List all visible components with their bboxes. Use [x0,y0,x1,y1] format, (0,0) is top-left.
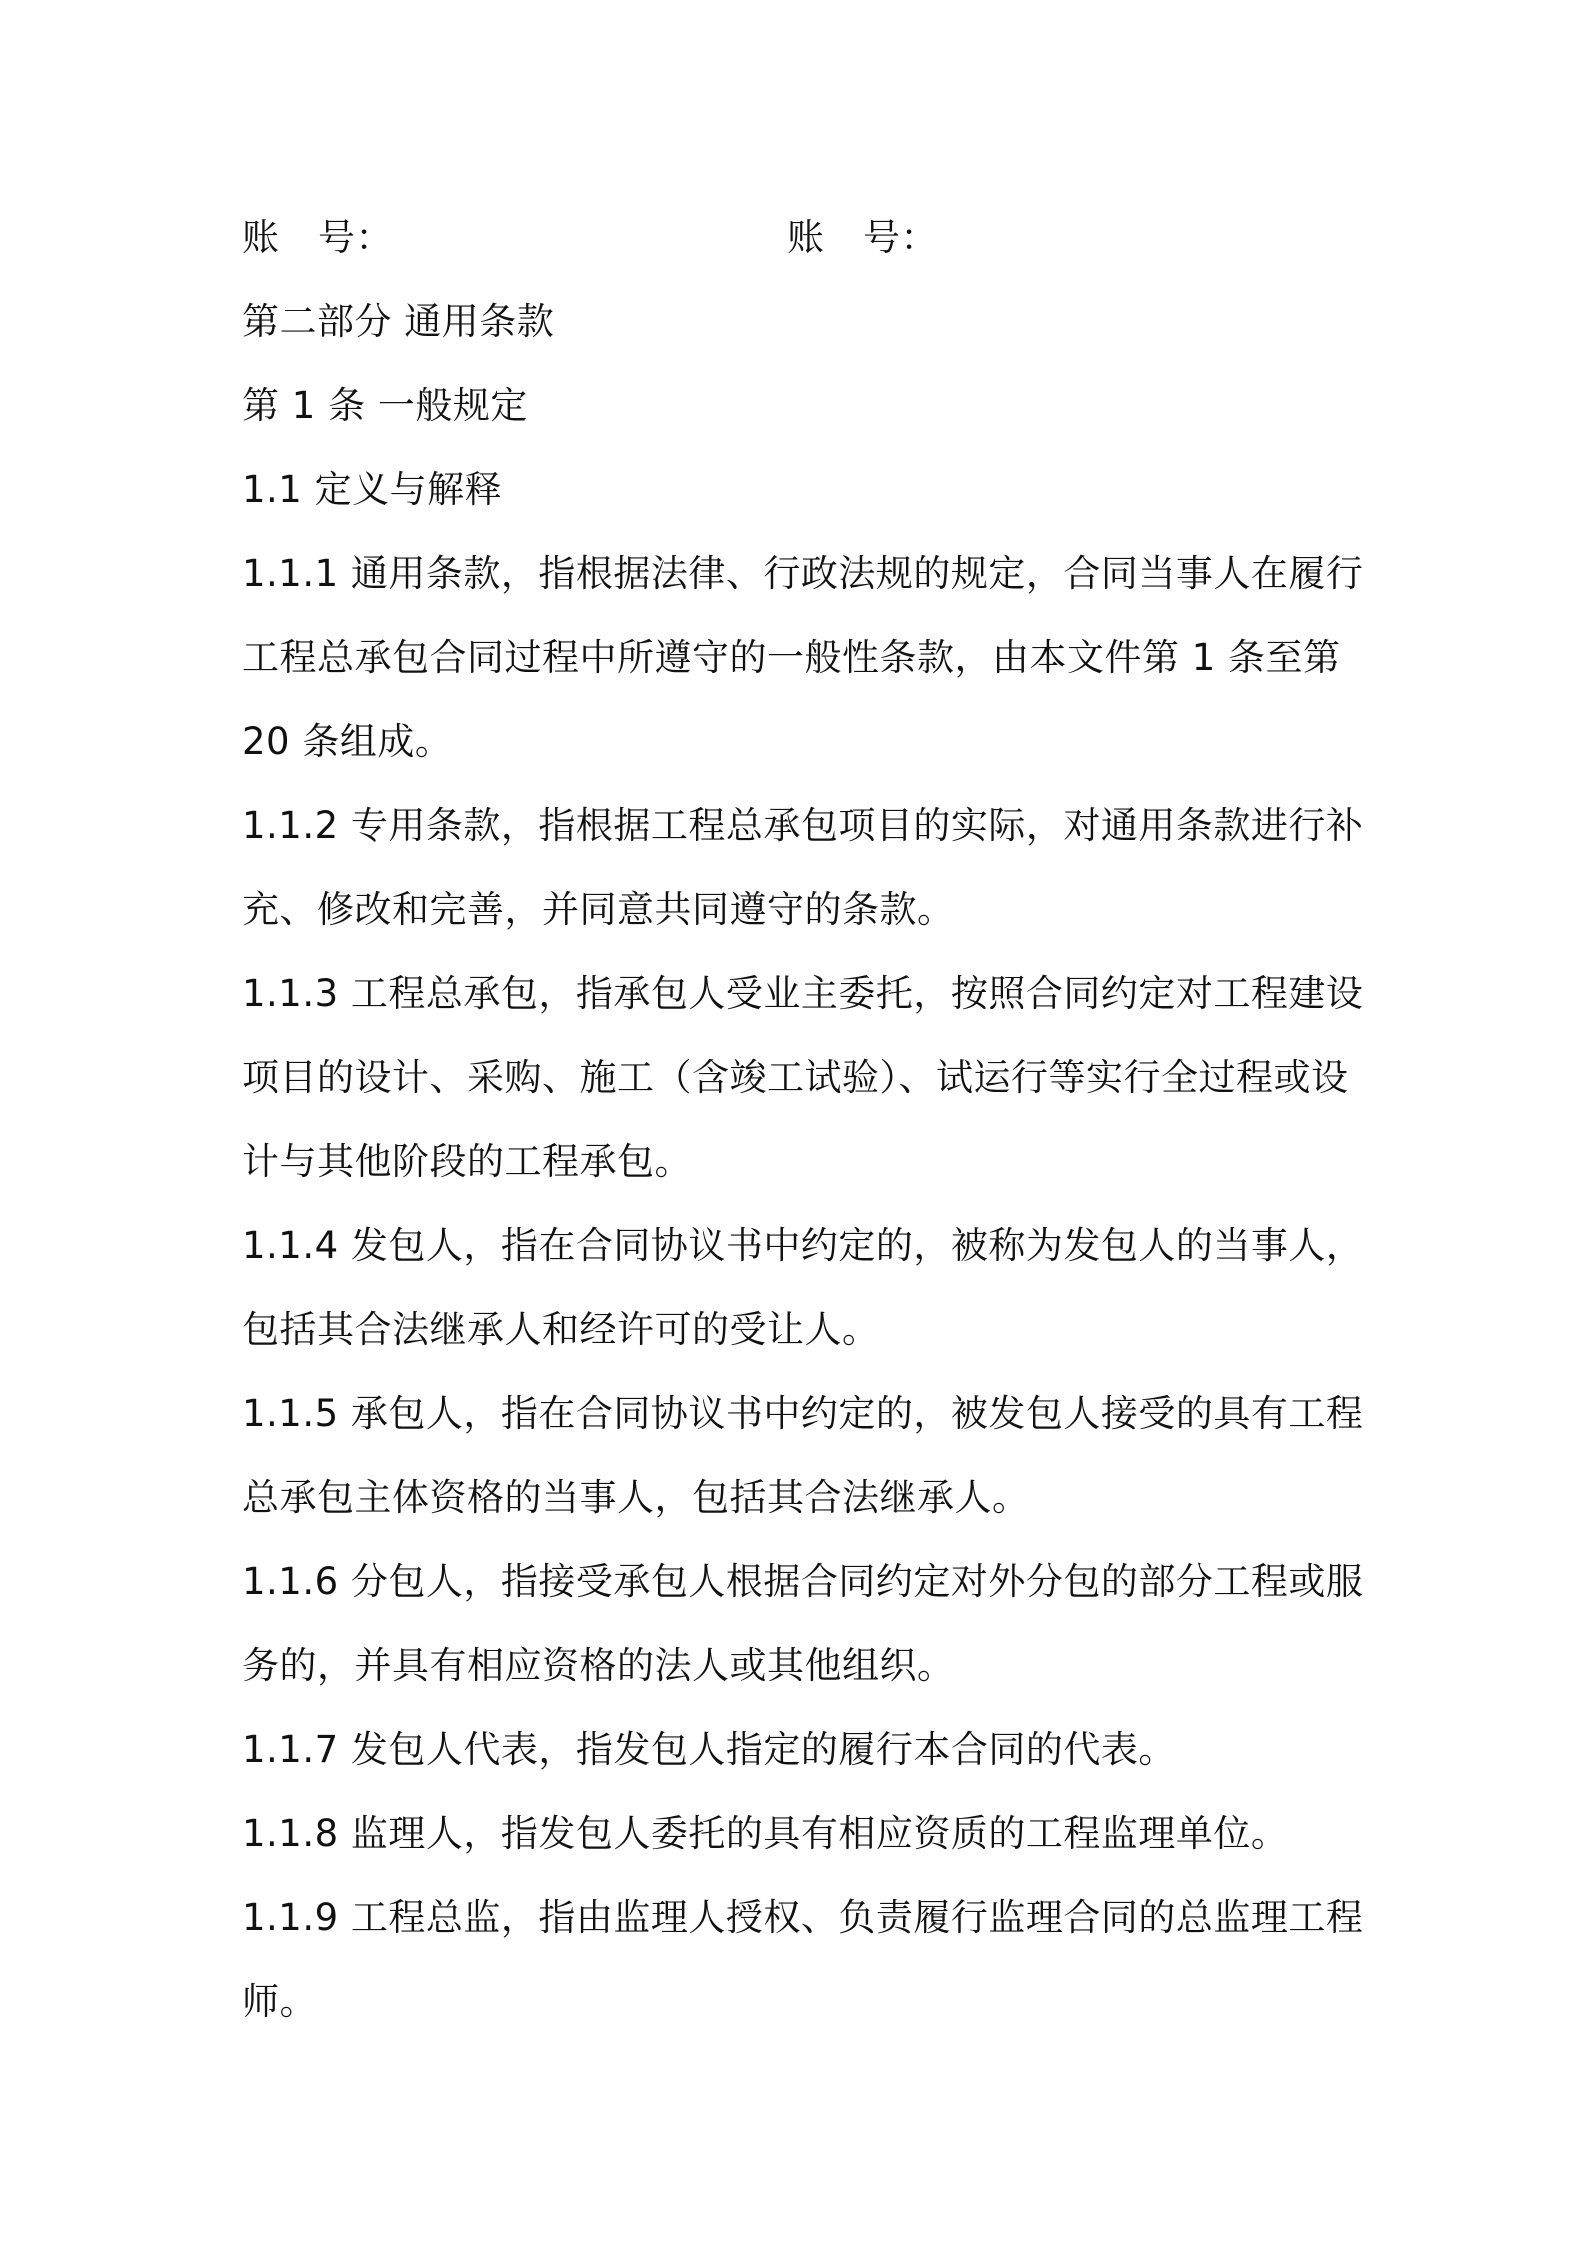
paragraph-line: 1.1.9 工程总监，指由监理人授权、负责履行监理合同的总监理工程 [242,1896,1364,1939]
account-right [787,196,938,280]
paragraph-line: 师。 [242,1980,317,2023]
paragraph-line: 1.1.5 承包人，指在合同协议书中约定的，被发包人接受的具有工程 [242,1392,1364,1435]
account-left-label-a: 账 [242,216,280,259]
paragraph-line: 1.1.4 发包人，指在合同协议书中约定的，被称为发包人的当事人， [242,1224,1364,1267]
paragraph-line: 计与其他阶段的工程承包。 [242,1140,692,1183]
account-left [242,196,393,280]
account-right-label-a: 账 [787,216,825,259]
paragraph-line: 工程总承包合同过程中所遵守的一般性条款，由本文件第 1 条至第 [242,636,1341,679]
part-title: 第二部分 通用条款 [242,300,555,343]
section-title: 1.1 定义与解释 [242,468,503,511]
paragraph-line: 1.1.6 分包人，指接受承包人根据合同约定对外分包的部分工程或服 [242,1560,1364,1603]
document-body [242,196,1362,2044]
article-title: 第 1 条 一般规定 [242,384,528,427]
account-left-label-b: 号： [318,216,393,259]
paragraph-line: 1.1.7 发包人代表，指发包人指定的履行本合同的代表。 [242,1728,1176,1771]
account-row [242,196,1362,280]
paragraph-line: 20 条组成。 [242,720,453,763]
paragraph-line: 1.1.1 通用条款，指根据法律、行政法规的规定，合同当事人在履行 [242,552,1364,595]
paragraph-line: 包括其合法继承人和经许可的受让人。 [242,1308,880,1351]
paragraph-line: 1.1.3 工程总承包，指承包人受业主委托，按照合同约定对工程建设 [242,972,1364,1015]
paragraph-line: 1.1.8 监理人，指发包人委托的具有相应资质的工程监理单位。 [242,1812,1289,1855]
paragraph-line: 务的，并具有相应资格的法人或其他组织。 [242,1644,955,1687]
account-right-label-b: 号： [863,216,938,259]
paragraph-line: 总承包主体资格的当事人，包括其合法继承人。 [242,1476,1030,1519]
paragraph-line: 1.1.2 专用条款，指根据工程总承包项目的实际，对通用条款进行补 [242,804,1364,847]
paragraph-line: 充、修改和完善，并同意共同遵守的条款。 [242,888,955,931]
paragraph-line: 项目的设计、采购、施工（含竣工试验）、试运行等实行全过程或设 [242,1056,1349,1099]
